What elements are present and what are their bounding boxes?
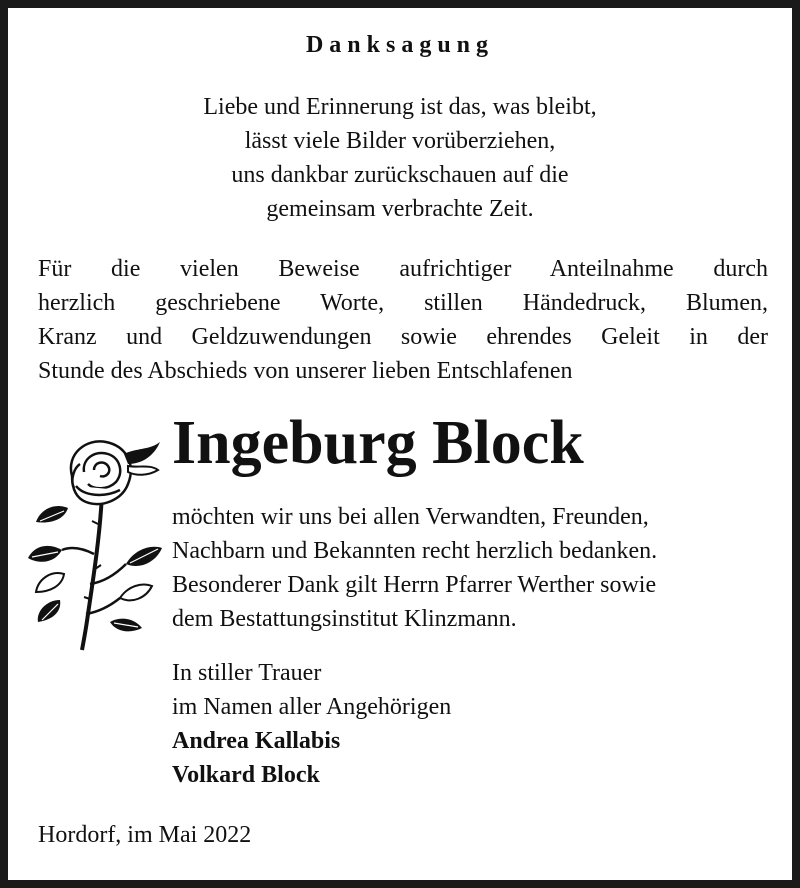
closing-line: im Namen aller Angehörigen [172,694,452,720]
signature-block [172,656,451,792]
body-line: Besonderer Dank gilt Herrn Pfarrer Werther sowie [172,572,657,598]
thanks-paragraph [38,252,768,388]
poem-line: gemeinsam verbrachte Zeit. [266,196,534,222]
obituary-notice [8,8,792,880]
notice-title: Danksagung [305,32,495,58]
poem-line: uns dankbar zurückschauen auf die [231,162,569,188]
poem [8,90,792,226]
poem-line: lässt viele Bilder vorüberziehen, [244,128,556,154]
body-line: dem Bestattungsinstitut Klinzmann. [172,606,517,632]
poem-line: Liebe und Erinnerung ist das, was bleibt, [203,94,597,120]
deceased-name: Ingeburg Block [172,409,584,477]
thanks-line: Für die vielen Beweise aufrichtiger Anteilnahme durch [38,256,768,282]
closing-line: In stiller Trauer [172,660,322,686]
place-date: Hordorf, im Mai 2022 [38,822,252,848]
body-line: Nachbarn und Bekannten recht herzlich bedanken. [172,538,658,564]
thanks-line: Kranz und Geldzuwendungen sowie ehrendes Geleit in der [38,324,768,350]
signatory-name: Volkard Block [172,762,320,788]
body-paragraph [172,500,772,636]
signatory-name: Andrea Kallabis [172,728,341,754]
body-line: möchten wir uns bei allen Verwandten, Freunden, [172,504,649,530]
thanks-line: Stunde des Abschieds von unserer lieben Entschlafenen [38,358,573,384]
rose-icon [24,424,164,652]
thanks-line: herzlich geschriebene Worte, stillen Händedruck, Blumen, [38,290,768,316]
